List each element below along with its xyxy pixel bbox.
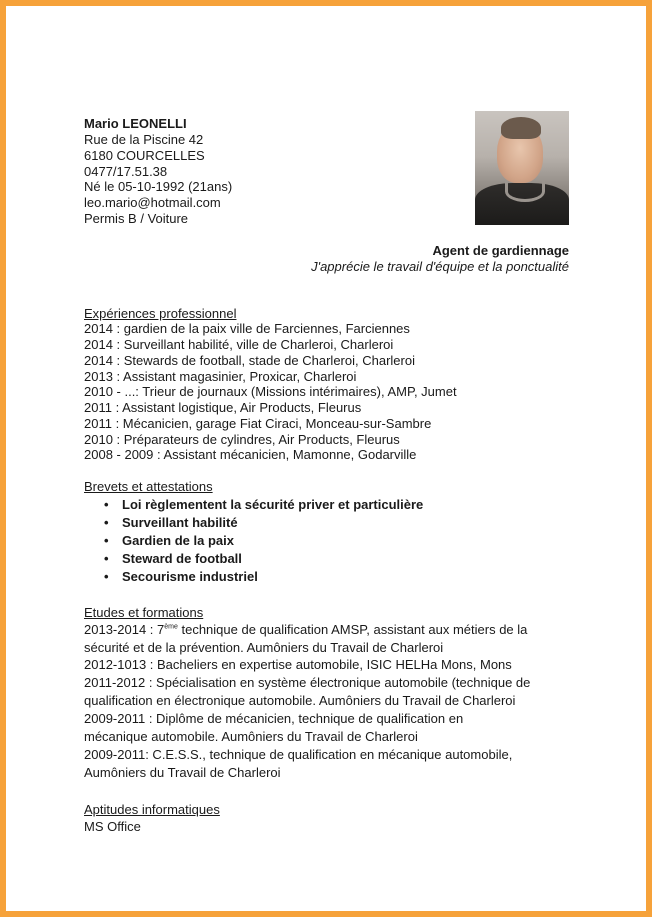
education-item-line: Aumôniers du Travail de Charleroi bbox=[84, 765, 281, 780]
certificate-item: • Gardien de la paix bbox=[104, 533, 234, 548]
education-item-line: qualification en électronique automobile. Aumôniers du Travail de Charleroi bbox=[84, 693, 516, 708]
certificate-item: • Secourisme industriel bbox=[104, 569, 258, 584]
experience-item: 2010 : Préparateurs de cylindres, Air Products, Fleurus bbox=[84, 432, 400, 447]
experience-item: 2011 : Mécanicien, garage Fiat Ciraci, Monceau-sur-Sambre bbox=[84, 416, 432, 431]
education-item-line: 2012-1013 : Bacheliers en expertise automobile, ISIC HELHa Mons, Mons bbox=[84, 657, 512, 672]
certificate-item: • Surveillant habilité bbox=[104, 515, 238, 530]
phone-number: 0477/17.51.38 bbox=[84, 164, 168, 179]
education-item-line: mécanique automobile. Aumôniers du Travail de Charleroi bbox=[84, 729, 418, 744]
driving-license: Permis B / Voiture bbox=[84, 211, 189, 226]
education-item-line: 2011-2012 : Spécialisation en système électronique automobile (technique de bbox=[84, 675, 531, 690]
experience-item: 2013 : Assistant magasinier, Proxicar, Charleroi bbox=[84, 369, 357, 384]
address-city: 6180 COURCELLES bbox=[84, 148, 205, 163]
education-item-line: 2009-2011 : Diplôme de mécanicien, technique de qualification en bbox=[84, 711, 464, 726]
certificates-list bbox=[104, 497, 423, 587]
it-skill-item: MS Office bbox=[84, 819, 141, 834]
section-title-it-skills: Aptitudes informatiques bbox=[84, 802, 220, 817]
candidate-name: Mario LEONELLI bbox=[84, 116, 187, 131]
experience-item: 2011 : Assistant logistique, Air Products, Fleurus bbox=[84, 400, 362, 415]
bullet-icon: • bbox=[104, 569, 109, 584]
bullet-icon: • bbox=[104, 551, 109, 566]
email-address: leo.mario@hotmail.com bbox=[84, 195, 221, 210]
section-title-experience: Expériences professionnel bbox=[84, 306, 237, 321]
job-title: Agent de gardiennage bbox=[432, 243, 569, 258]
bullet-icon: • bbox=[104, 515, 109, 530]
portrait-photo bbox=[475, 111, 569, 225]
education-item-line: 2009-2011: C.E.S.S., technique de qualification en mécanique automobile, bbox=[84, 747, 513, 762]
birth-date: Né le 05-10-1992 (21ans) bbox=[84, 179, 233, 194]
certificate-item: • Steward de football bbox=[104, 551, 242, 566]
bullet-icon: • bbox=[104, 533, 109, 548]
education-item-line: sécurité et de la prévention. Aumôniers du Travail de Charleroi bbox=[84, 640, 444, 655]
education-item-line: 2013-2014 : 7ème technique de qualification AMSP, assistant aux métiers de la bbox=[84, 622, 528, 637]
section-title-education: Etudes et formations bbox=[84, 605, 204, 620]
section-title-certificates: Brevets et attestations bbox=[84, 479, 213, 494]
experience-item: 2014 : gardien de la paix ville de Farciennes, Farciennes bbox=[84, 321, 410, 336]
certificate-item: • Loi règlementent la sécurité priver et particulière bbox=[104, 497, 424, 512]
bullet-icon: • bbox=[104, 497, 109, 512]
experience-item: 2014 : Stewards de football, stade de Charleroi, Charleroi bbox=[84, 353, 415, 368]
address-street: Rue de la Piscine 42 bbox=[84, 132, 204, 147]
experience-item: 2014 : Surveillant habilité, ville de Charleroi, Charleroi bbox=[84, 337, 394, 352]
motto: J'apprécie le travail d'équipe et la ponctualité bbox=[311, 259, 569, 274]
experience-item: 2010 - ...: Trieur de journaux (Missions intérimaires), AMP, Jumet bbox=[84, 384, 457, 399]
experience-item: 2008 - 2009 : Assistant mécanicien, Mamonne, Godarville bbox=[84, 447, 417, 462]
